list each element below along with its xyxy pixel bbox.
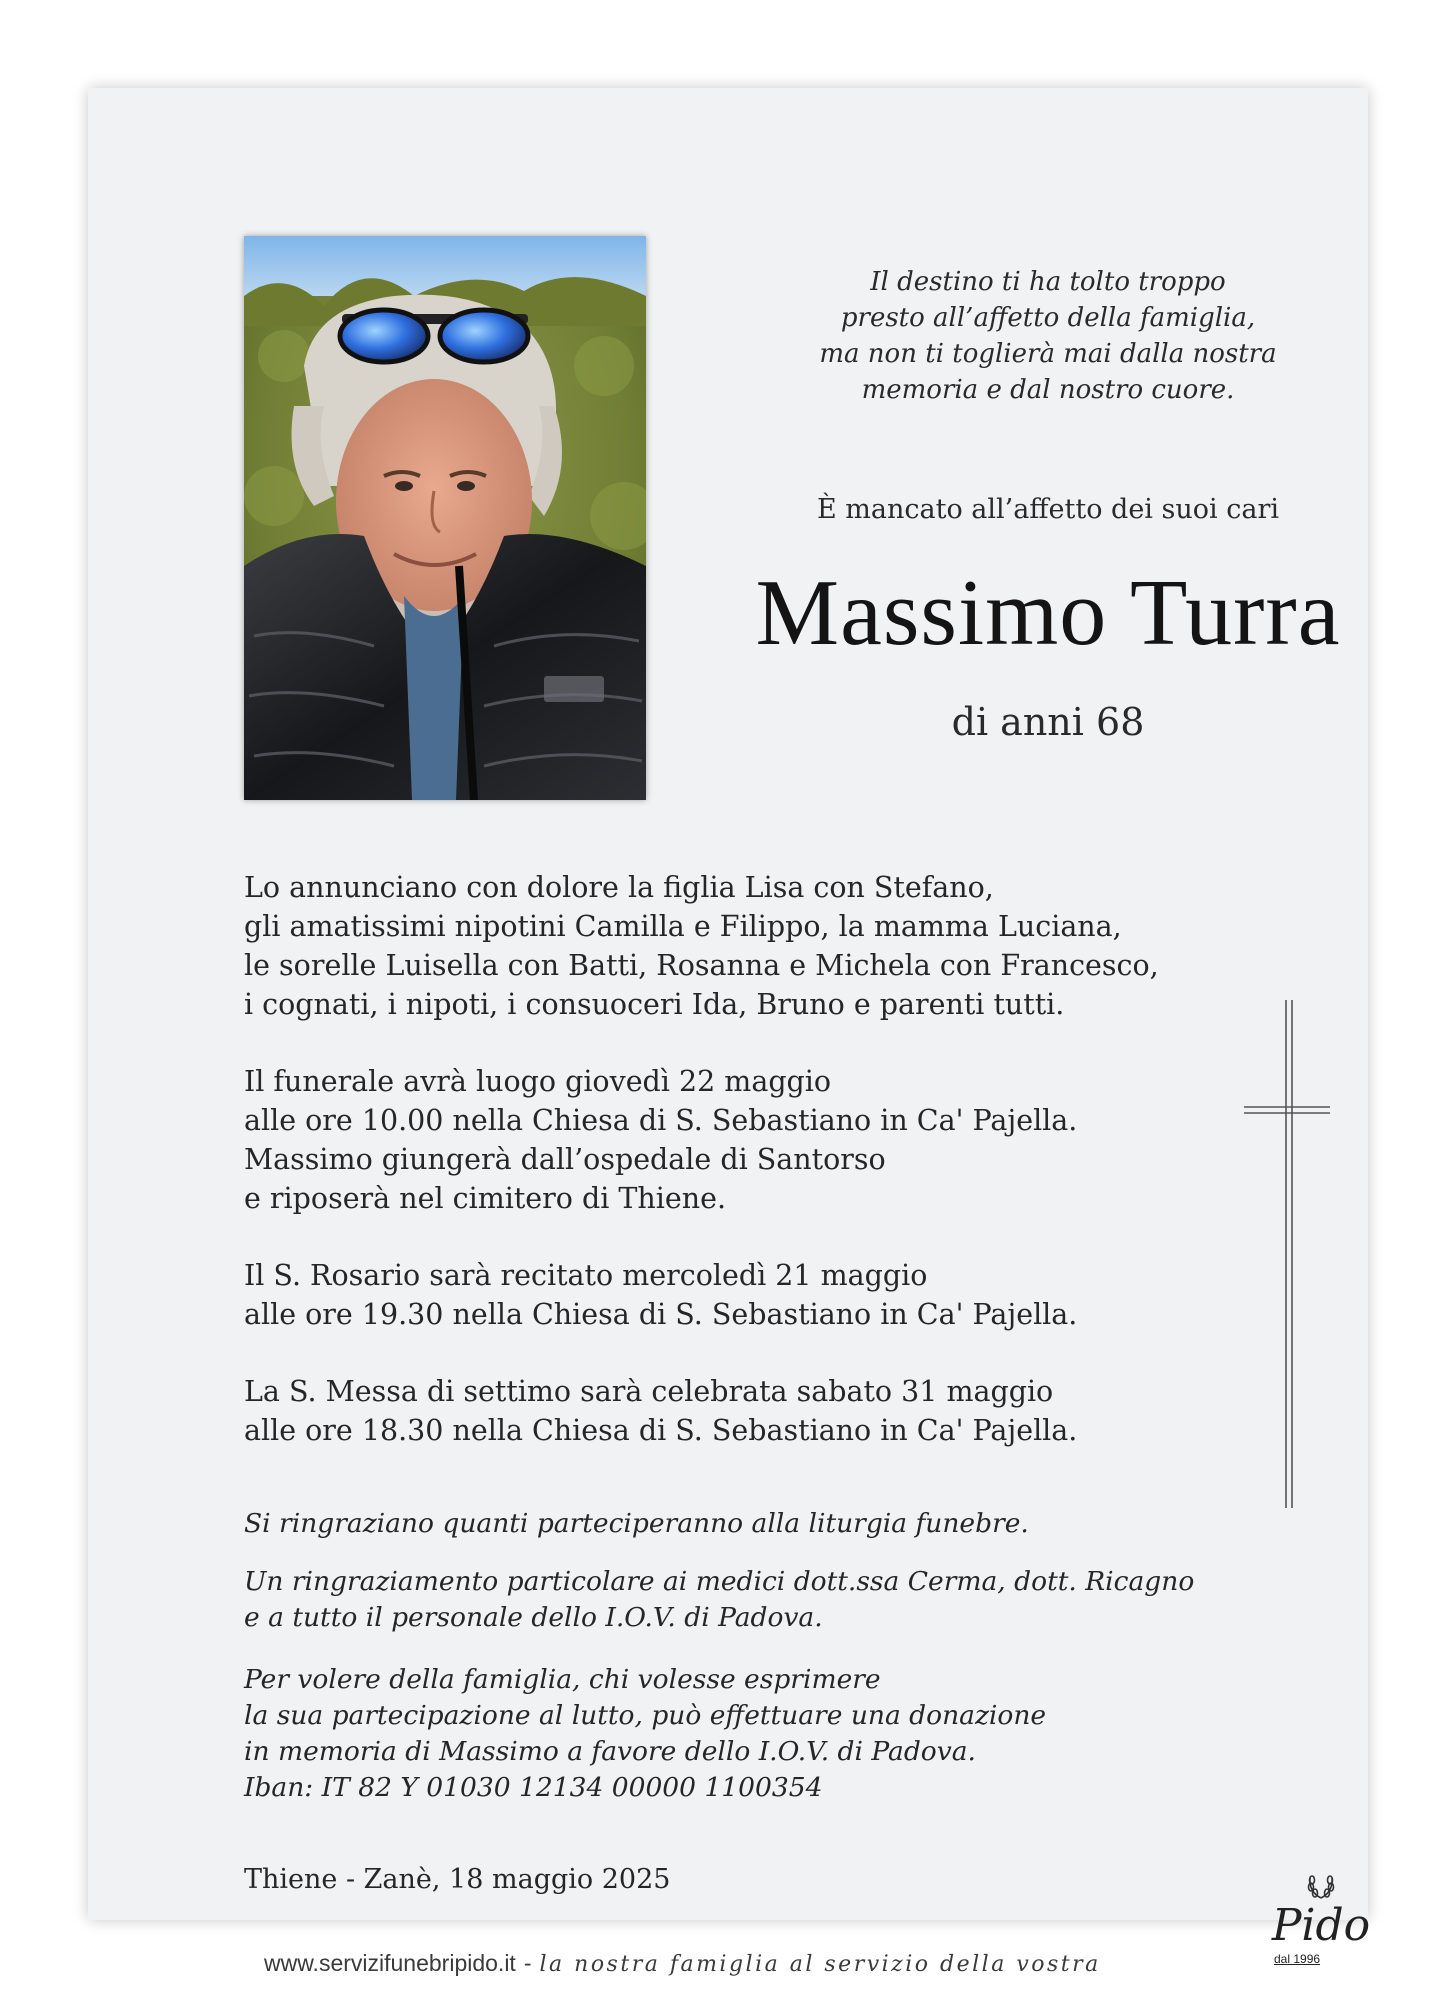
footer [264,1950,1101,1977]
text-line: in memoria di Massimo a favore dello I.O.V. di Padova. [244,1736,976,1767]
deceased-name: Massimo Turra [755,561,1341,665]
announcement-body [244,868,1204,1488]
thanks-doctors [244,1564,1224,1636]
epigraph-line: memoria e dal nostro cuore. [861,375,1235,405]
intro-text: È mancato all’affetto dei suoi cari [817,494,1279,525]
text-line: e a tutto il personale dello I.O.V. di Padova. [244,1602,823,1633]
place-date: Thiene - Zanè, 18 maggio 2025 [244,1864,671,1895]
funeral-home-logo [1266,1870,1376,1970]
text-line: gli amatissimi nipotini Camilla e Filippo, la mamma Luciana, [244,910,1122,943]
rosary-paragraph [244,1256,1204,1334]
donation-note [244,1662,1224,1806]
text-line: Massimo giungerà dall’ospedale di Santorso [244,1143,886,1176]
logo-since: dal 1996 [1274,1952,1321,1966]
deceased-age: di anni 68 [951,700,1145,744]
website-link[interactable]: www.servizifunebripido.it [264,1950,516,1976]
footer-tagline: la nostra famiglia al servizio della vostra [539,1952,1101,1977]
text-line: alle ore 19.30 nella Chiesa di S. Sebastiano in Ca' Pajella. [244,1298,1078,1331]
cross-icon [1244,1000,1334,1508]
text-line: le sorelle Luisella con Batti, Rosanna e Michela con Francesco, [244,949,1159,982]
text-line: alle ore 18.30 nella Chiesa di S. Sebastiano in Ca' Pajella. [244,1414,1078,1447]
text-line: Un ringraziamento particolare ai medici dott.ssa Cerma, dott. Ricagno [244,1566,1195,1597]
text-line: La S. Messa di settimo sarà celebrata sabato 31 maggio [244,1375,1054,1408]
text-line: la sua partecipazione al lutto, può effettuare una donazione [244,1700,1047,1731]
epigraph [728,264,1368,408]
portrait-photo [244,236,646,800]
text-line: e riposerà nel cimitero di Thiene. [244,1182,727,1215]
text-line: i cognati, i nipoti, i consuoceri Ida, Bruno e parenti tutti. [244,988,1065,1021]
announcement-paragraph [244,868,1204,1024]
epigraph-line: ma non ti toglierà mai dalla nostra [819,339,1277,369]
epigraph-line: Il destino ti ha tolto troppo [870,267,1226,297]
logo-brand: Pido [1271,1900,1371,1951]
epigraph-line: presto all’affetto della famiglia, [840,303,1256,333]
wreath-icon [1304,1870,1338,1900]
text-line: Lo annunciano con dolore la figlia Lisa con Stefano, [244,871,994,904]
mass-paragraph [244,1372,1204,1450]
text-line: Il S. Rosario sarà recitato mercoledì 21 maggio [244,1259,928,1292]
thanks-liturgy [244,1506,1224,1542]
text-line: Per volere della famiglia, chi volesse esprimere [244,1664,881,1695]
text-line: Si ringraziano quanti parteciperanno alla liturgia funebre. [244,1508,1029,1539]
footer-separator: - [523,1950,532,1976]
text-line: Il funerale avrà luogo giovedì 22 maggio [244,1065,832,1098]
obituary-sheet [88,88,1371,1977]
funeral-paragraph [244,1062,1204,1218]
iban-line: Iban: IT 82 Y 01030 12134 00000 1100354 [244,1772,823,1803]
text-line: alle ore 10.00 nella Chiesa di S. Sebastiano in Ca' Pajella. [244,1104,1078,1137]
